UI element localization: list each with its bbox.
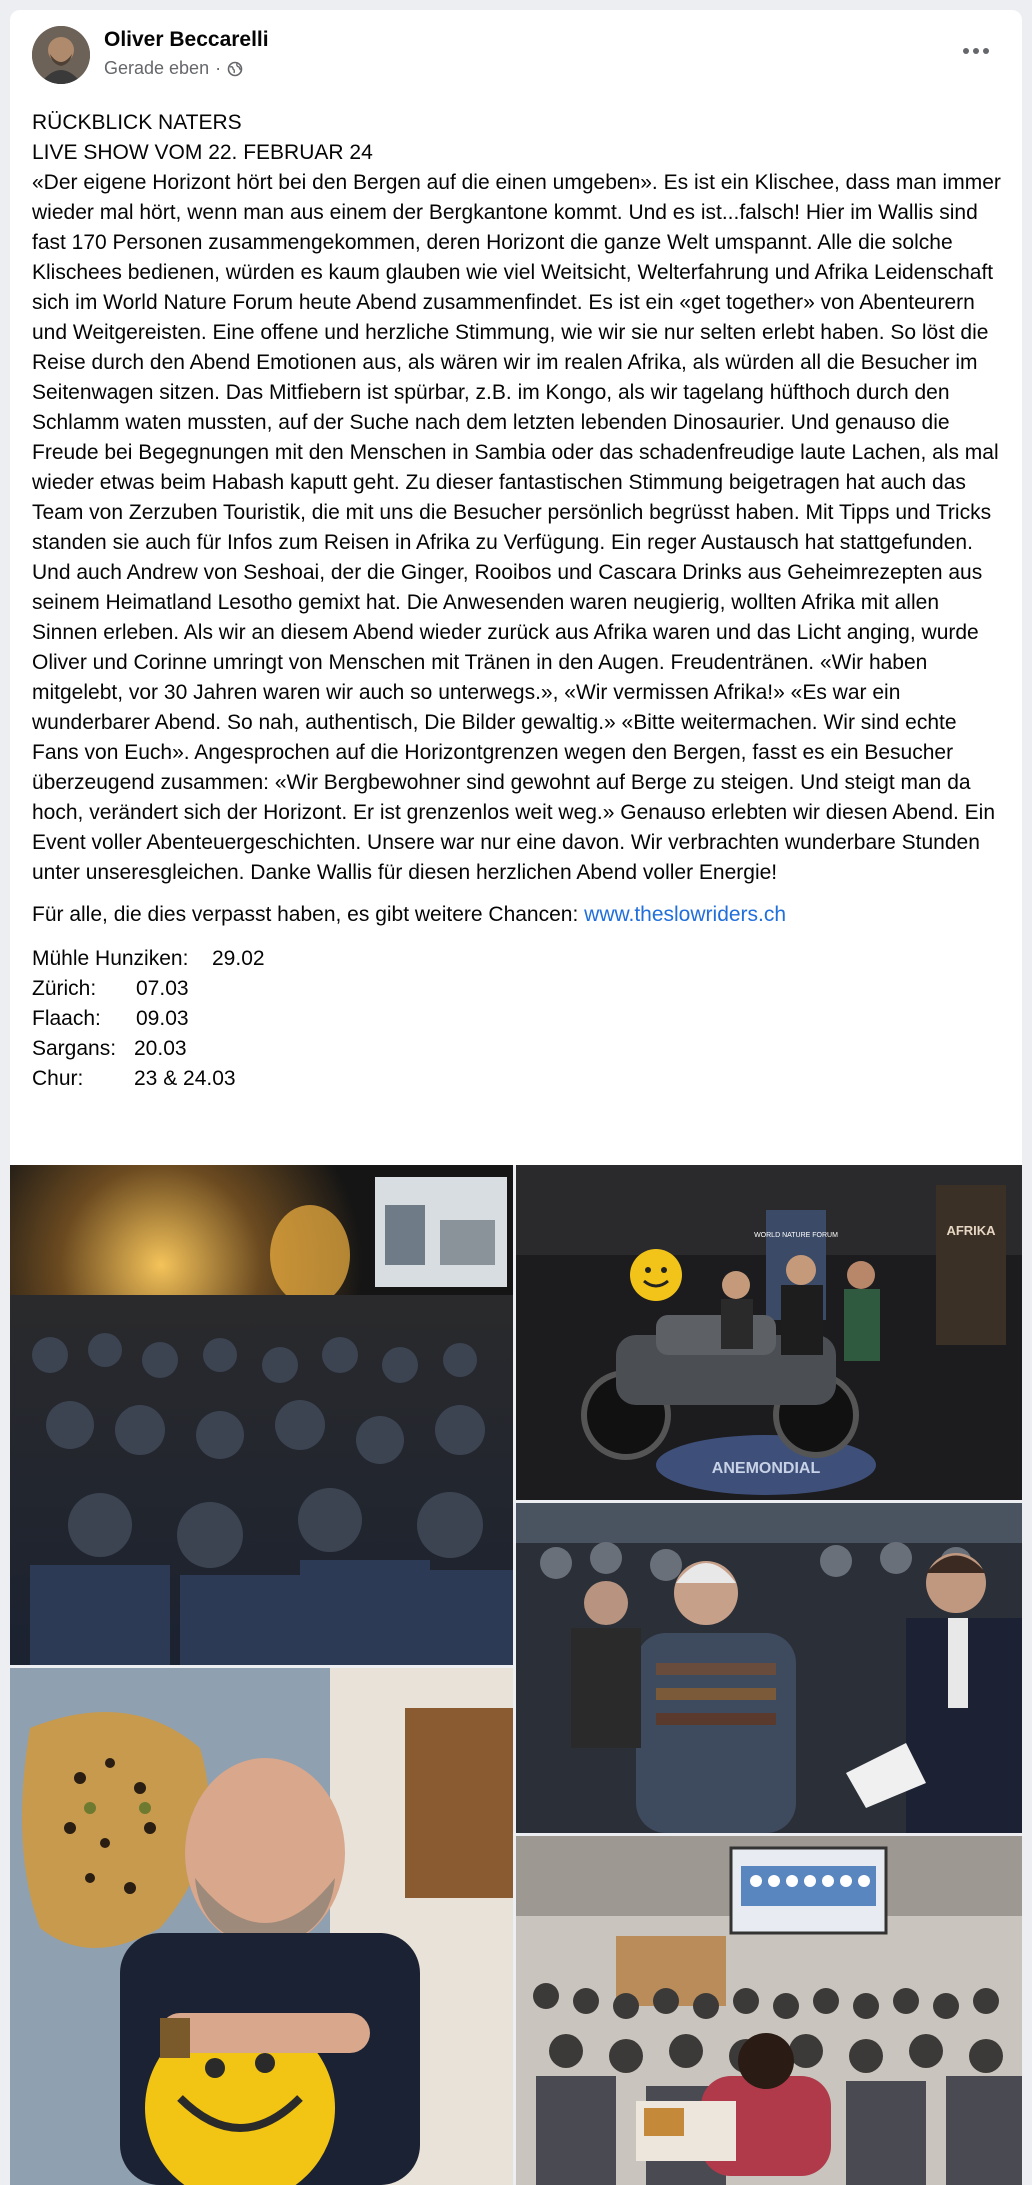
photo-audience-dark[interactable] bbox=[10, 1165, 513, 1665]
globe-icon[interactable] bbox=[227, 61, 243, 77]
schedule-city: Zürich: bbox=[32, 977, 97, 1000]
schedule-city: Flaach: bbox=[32, 1007, 101, 1030]
chances-text: Für alle, die dies verpasst haben, es gibt weitere Chancen: bbox=[32, 903, 585, 926]
post-body: «Der eigene Horizont hört bei den Bergen auf die einen umgeben». Es ist ein Klischee, dass man immer wieder mal hört, wenn man aus einem der Bergkantone kommt. Und es ist...falsch! Hier im Wallis sind fast 170 Personen zusammengekommen, deren Horizont die ganze Welt umspannt. Alle die solche Klischees bedienen, würden es kaum glauben wie viel Weitsicht, Welterfahrung und Afrika Leidenschaft sich im World Nature Forum heute Abend zusammenfindet. Es ist ein «get together» von Abenteurern und Weitgereisten. Eine offene und herzliche Stimmung, wie wir sie nur selten erlebt haben. So löst die Reise durch den Abend Emotionen aus, als wären wir im realen Afrika, als würden all die Besucher im Seitenwagen sitzen. Das Mitfiebern ist spürbar, z.B. im Kongo, als wir tagelang hüfthoch durch den Schlamm waten mussten, auf der Suche nach dem letzten lebenden Dinosaurier. Und genauso die Freude bei Begegnungen mit den Menschen in Sambia oder das schadenfreudige laute Lachen, als mal wieder etwas beim Habash kaputt geht. Zu dieser fantastischen Stimmung beigetragen hat auch das Team von Zerzuben Touristik, die mit uns die Besucher persönlich begrüsst haben. Mit Tipps und Tricks standen sie auch für Infos zum Reisen in Afrika zu Verfügung. Ein reger Austausch hat stattgefunden. Und auch Andrew von Seshoai, der die Ginger, Rooibos und Cascara Drinks aus Geheimrezepten aus seinem Heimatland Lesotho gemixt hat. Die Anwesenden waren neugierig, wollten Afrika mit allen Sinnen erleben. Als wir an diesem Abend wieder zurück aus Afrika waren und das Licht anging, wurde Oliver und Corinne umringt von Menschen mit Tränen in den Augen. Freudentränen. «Wir haben mitgelebt, vor 30 Jahren waren wir auch so unterwegs.», «Wir vermissen Afrika!» «Es war ein wunderbarer Abend. So nah, authentisch, Die Bilder gewaltig.» «Bitte weitermachen. Wir sind echte Fans von Euch». Angesprochen auf die Horizontgrenzen wegen den Bergen, fasst es ein Besucher überzeugend zusammen: «Wir Bergbewohner sind gewohnt auf Berge zu steigen. Und steigt man da hoch, verändert sich der Horizont. Er ist grenzenlos weit weg.» Genauso erlebten wir diesen Abend. Ein Event voller Abenteuergeschichten. Unsere war nur eine davon. Wir verbrachten wunderbare Stunden unter unseresgleichen. Danke Wallis für diesen herzlichen Abend voller Energie! bbox=[32, 171, 1001, 884]
schedule-city: Sargans: bbox=[32, 1037, 117, 1060]
post-time[interactable]: Gerade eben bbox=[104, 58, 210, 78]
photo-man-leopard-helmet[interactable] bbox=[10, 1668, 513, 2185]
post-text bbox=[32, 108, 1007, 1094]
schedule-city: Mühle Hunziken: bbox=[32, 947, 189, 970]
more-options-icon[interactable] bbox=[956, 40, 996, 62]
schedule-date: 23 & 24.03 bbox=[134, 1067, 236, 1090]
schedule-row bbox=[32, 974, 1007, 1004]
schedule-city: Chur: bbox=[32, 1067, 84, 1090]
schedule-row bbox=[32, 1034, 1007, 1064]
base-text: ANEMONDIAL bbox=[711, 1460, 821, 1477]
headline-1: RÜCKBLICK NATERS bbox=[32, 111, 242, 134]
schedule-row bbox=[32, 1064, 1007, 1094]
headline-2: LIVE SHOW VOM 22. FEBRUAR 24 bbox=[32, 141, 373, 164]
schedule-row bbox=[32, 1004, 1007, 1034]
meta-separator: · bbox=[215, 58, 222, 78]
avatar[interactable] bbox=[32, 26, 90, 84]
schedule-date: 20.03 bbox=[134, 1037, 187, 1060]
website-link[interactable]: www.theslowriders.ch bbox=[584, 903, 787, 926]
banner-afrika-text: AFRIKA bbox=[946, 1223, 996, 1238]
schedule-date: 09.03 bbox=[136, 1007, 189, 1030]
photo-motorcycle-sidecar[interactable] bbox=[516, 1165, 1022, 1500]
schedule-row bbox=[32, 944, 1007, 974]
schedule-date: 07.03 bbox=[136, 977, 189, 1000]
photo-grid bbox=[0, 1165, 1032, 2185]
post-meta bbox=[104, 58, 243, 79]
schedule-list bbox=[32, 944, 1007, 1094]
post-card bbox=[10, 10, 1022, 1175]
photo-hall-screen[interactable] bbox=[516, 1836, 1022, 2185]
photo-audience-seated[interactable] bbox=[516, 1503, 1022, 1833]
chances-paragraph bbox=[32, 900, 1007, 930]
banner-forum-text: WORLD NATURE FORUM bbox=[754, 1232, 838, 1239]
author-name[interactable]: Oliver Beccarelli bbox=[104, 28, 269, 51]
schedule-date: 29.02 bbox=[212, 947, 265, 970]
